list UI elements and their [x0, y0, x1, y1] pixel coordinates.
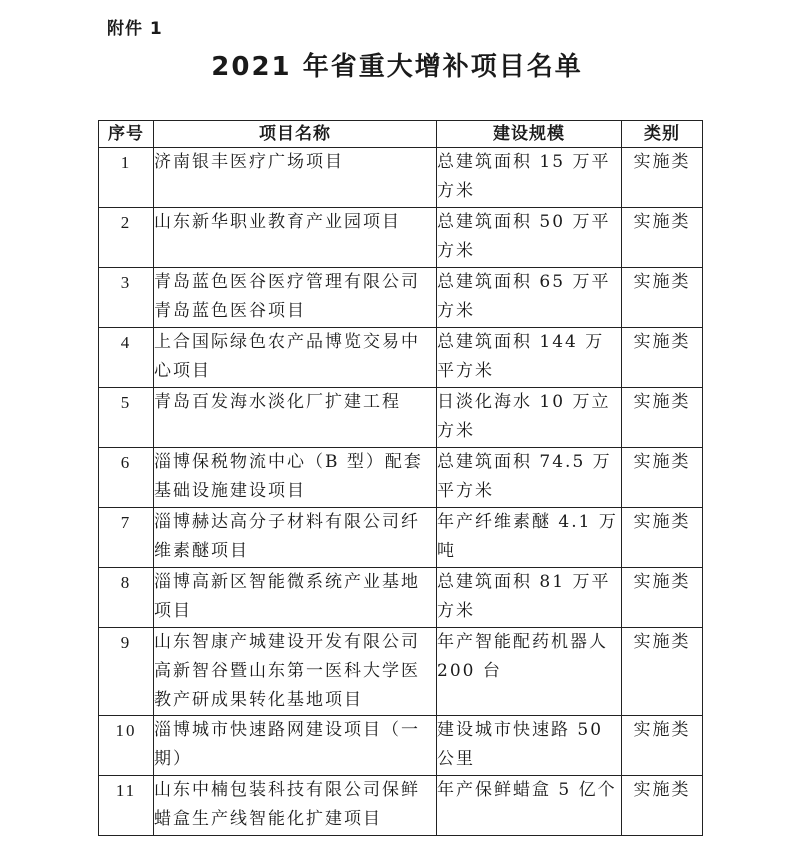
attachment-label: 附件 1 [107, 19, 163, 39]
project-category: 实施类 [622, 148, 703, 208]
row-number: 1 [99, 148, 154, 208]
table-row [99, 776, 703, 836]
project-category: 实施类 [622, 448, 703, 508]
project-category: 实施类 [622, 328, 703, 388]
row-number: 6 [99, 448, 154, 508]
construction-scale: 总建筑面积 74.5 万平方米 [437, 448, 622, 508]
table-row [99, 388, 703, 448]
row-number: 8 [99, 568, 154, 628]
table-row [99, 508, 703, 568]
project-category: 实施类 [622, 568, 703, 628]
construction-scale: 总建筑面积 65 万平方米 [437, 268, 622, 328]
project-category: 实施类 [622, 628, 703, 716]
project-category: 实施类 [622, 208, 703, 268]
column-header-project-name: 项目名称 [154, 121, 437, 148]
table-row [99, 716, 703, 776]
project-category: 实施类 [622, 716, 703, 776]
project-name: 山东新华职业教育产业园项目 [154, 208, 437, 268]
table-row [99, 208, 703, 268]
row-number: 3 [99, 268, 154, 328]
construction-scale: 总建筑面积 144 万平方米 [437, 328, 622, 388]
row-number: 10 [99, 716, 154, 776]
table-row [99, 628, 703, 716]
project-name: 淄博保税物流中心（B 型）配套基础设施建设项目 [154, 448, 437, 508]
construction-scale: 年产保鲜蜡盒 5 亿个 [437, 776, 622, 836]
project-category: 实施类 [622, 776, 703, 836]
row-number: 11 [99, 776, 154, 836]
project-name: 青岛百发海水淡化厂扩建工程 [154, 388, 437, 448]
construction-scale: 总建筑面积 15 万平方米 [437, 148, 622, 208]
construction-scale: 总建筑面积 50 万平方米 [437, 208, 622, 268]
row-number: 4 [99, 328, 154, 388]
project-name: 青岛蓝色医谷医疗管理有限公司青岛蓝色医谷项目 [154, 268, 437, 328]
column-header-scale: 建设规模 [437, 121, 622, 148]
project-name: 济南银丰医疗广场项目 [154, 148, 437, 208]
table-row [99, 268, 703, 328]
row-number: 2 [99, 208, 154, 268]
row-number: 7 [99, 508, 154, 568]
table-header-row [99, 121, 703, 148]
project-name: 山东智康产城建设开发有限公司高新智谷暨山东第一医科大学医教产研成果转化基地项目 [154, 628, 437, 716]
project-name: 山东中楠包装科技有限公司保鲜蜡盒生产线智能化扩建项目 [154, 776, 437, 836]
column-header-number: 序号 [99, 121, 154, 148]
project-name: 淄博赫达高分子材料有限公司纤维素醚项目 [154, 508, 437, 568]
project-table [98, 120, 703, 836]
project-name: 淄博高新区智能微系统产业基地项目 [154, 568, 437, 628]
row-number: 5 [99, 388, 154, 448]
table-row [99, 328, 703, 388]
row-number: 9 [99, 628, 154, 716]
table-row [99, 148, 703, 208]
construction-scale: 总建筑面积 81 万平方米 [437, 568, 622, 628]
construction-scale: 建设城市快速路 50 公里 [437, 716, 622, 776]
column-header-category: 类别 [622, 121, 703, 148]
construction-scale: 年产智能配药机器人 200 台 [437, 628, 622, 716]
construction-scale: 年产纤维素醚 4.1 万吨 [437, 508, 622, 568]
construction-scale: 日淡化海水 10 万立方米 [437, 388, 622, 448]
project-name: 上合国际绿色农产品博览交易中心项目 [154, 328, 437, 388]
table-row [99, 568, 703, 628]
page-title: 2021 年省重大增补项目名单 [211, 52, 583, 82]
project-category: 实施类 [622, 508, 703, 568]
project-category: 实施类 [622, 388, 703, 448]
project-name: 淄博城市快速路网建设项目（一期） [154, 716, 437, 776]
project-category: 实施类 [622, 268, 703, 328]
table-row [99, 448, 703, 508]
